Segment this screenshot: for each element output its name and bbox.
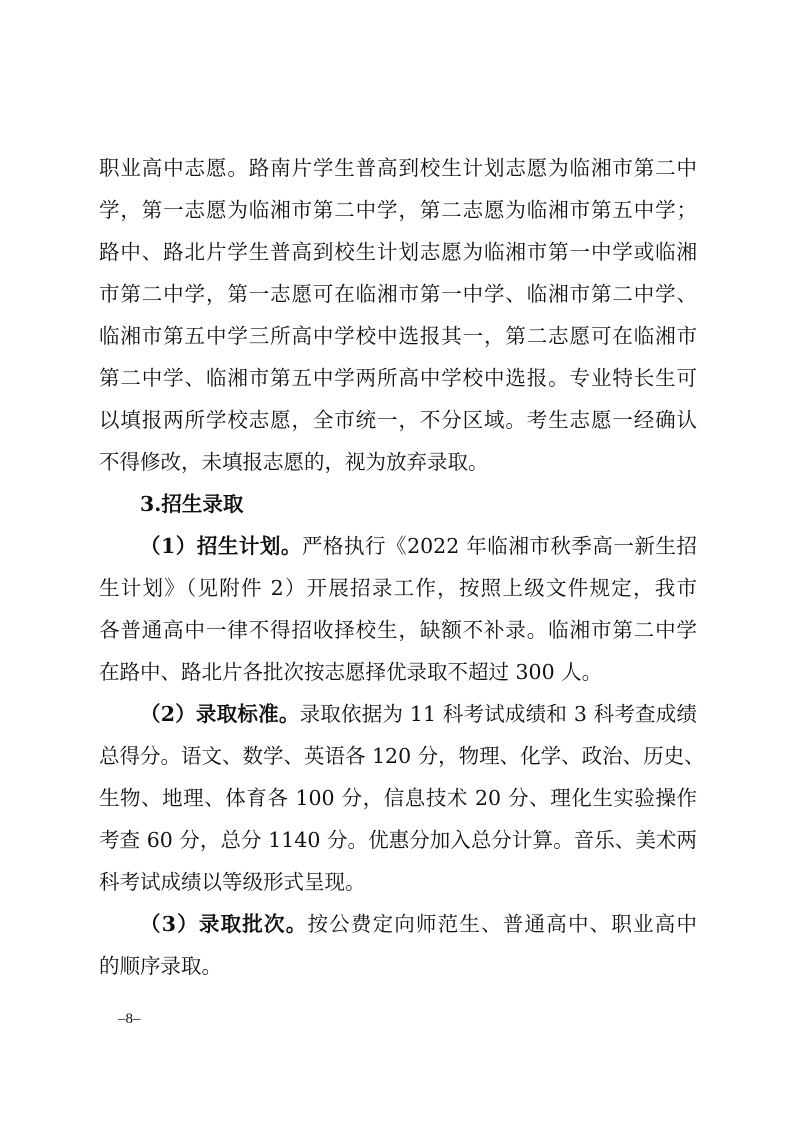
paragraph-line: 学，第一志愿为临湘市第二中学，第二志愿为临湘市第五中学； — [99, 198, 697, 222]
paragraph-line: 第二中学、临湘市第五中学两所高中学校中选报。专业特长生可 — [99, 366, 697, 390]
section-heading: 3.招生录取 — [140, 492, 244, 516]
paragraph-line: 不得修改，未填报志愿的，视为放弃录取。 — [99, 450, 489, 474]
paragraph-line: 科考试成绩以等级形式呈现。 — [99, 870, 366, 894]
item-text: 按公费定向师范生、普通高中、职业高中 — [307, 912, 698, 936]
paragraph-line: 各普通高中一律不得招收择校生，缺额不补录。临湘市第二中学 — [99, 618, 697, 642]
item-first-line — [140, 699, 697, 729]
paragraph-line: 的顺序录取。 — [99, 954, 222, 978]
paragraph-line: 职业高中志愿。路南片学生普高到校生计划志愿为临湘市第二中 — [99, 156, 697, 180]
item-label: （2）录取标准。 — [140, 702, 300, 726]
paragraph-line: 在路中、路北片各批次按志愿择优录取不超过 300 人。 — [99, 660, 603, 684]
paragraph-line: 以填报两所学校志愿，全市统一，不分区域。考生志愿一经确认 — [99, 408, 697, 432]
item-text: 录取依据为 11 科考试成绩和 3 科考查成绩 — [299, 702, 697, 726]
item-first-line — [140, 531, 697, 561]
paragraph-line: 总得分。语文、数学、英语各 120 分，物理、化学、政治、历史、 — [99, 744, 705, 768]
page-number: –8– — [118, 1011, 141, 1027]
item-first-line — [140, 909, 697, 939]
item-label: （1）招生计划。 — [140, 534, 302, 558]
paragraph-line: 生物、地理、体育各 100 分，信息技术 20 分、理化生实验操作 — [99, 786, 697, 810]
paragraph-line: 临湘市第五中学三所高中学校中选报其一，第二志愿可在临湘市 — [99, 324, 697, 348]
paragraph-line: 生计划》（见附件 2）开展招录工作，按照上级文件规定，我市 — [99, 576, 697, 600]
paragraph-line: 市第二中学，第一志愿可在临湘市第一中学、临湘市第二中学、 — [99, 282, 697, 306]
paragraph-line: 考查 60 分，总分 1140 分。优惠分加入总分计算。音乐、美术两 — [99, 828, 697, 852]
item-label: （3）录取批次。 — [140, 912, 308, 936]
paragraph-line: 路中、路北片学生普高到校生计划志愿为临湘市第一中学或临湘 — [99, 240, 697, 264]
item-text: 严格执行《2022 年临湘市秋季高一新生招 — [301, 534, 698, 558]
